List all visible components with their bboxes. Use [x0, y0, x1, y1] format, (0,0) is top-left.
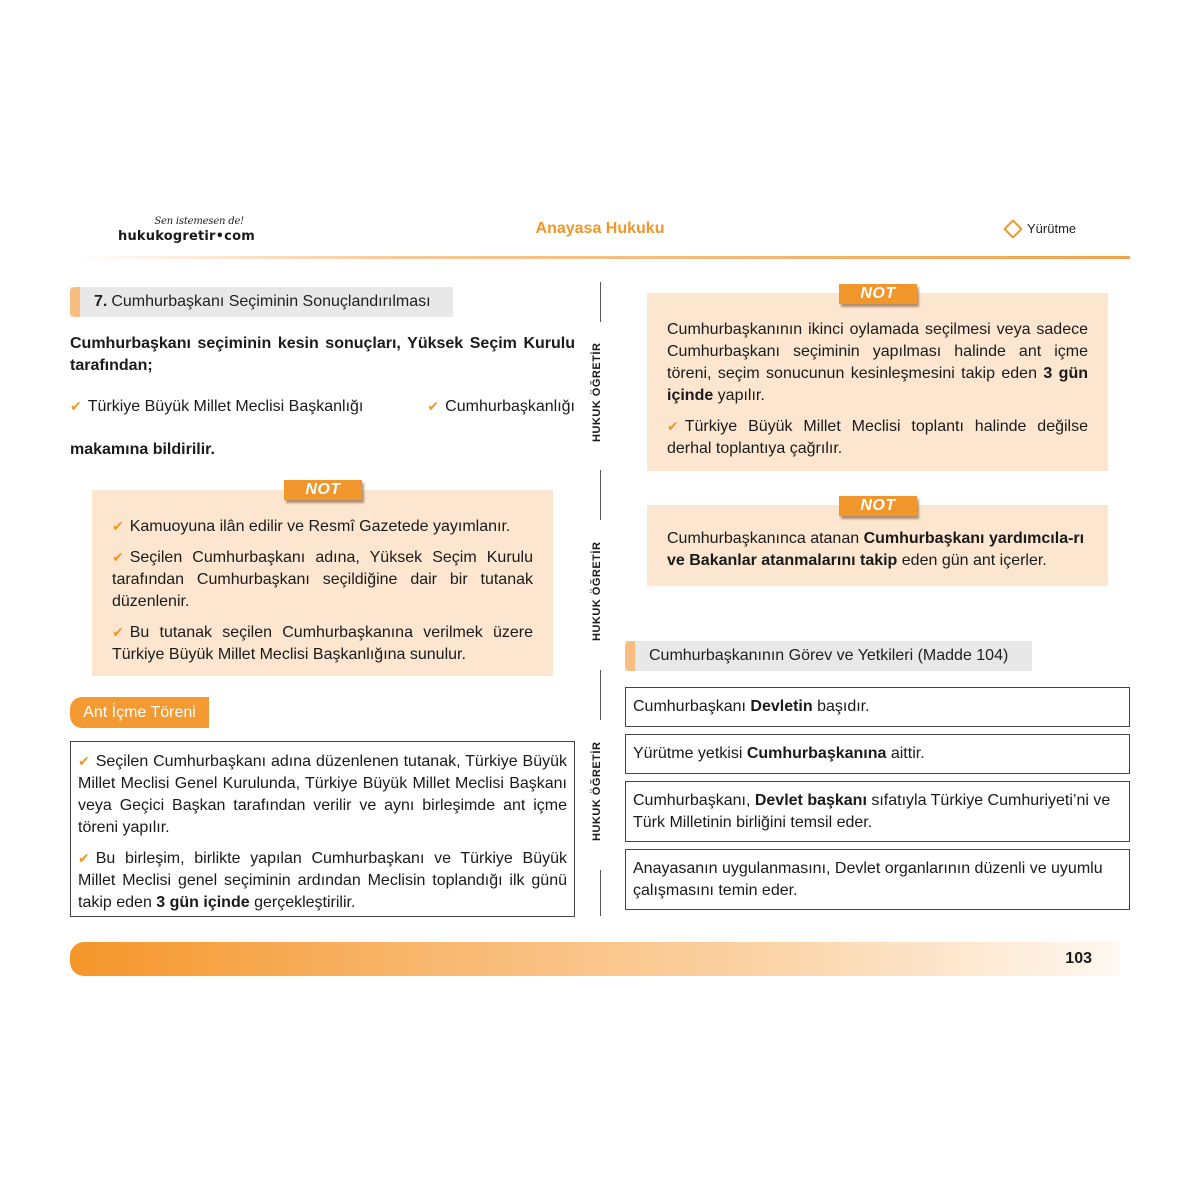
- oath-ceremony-pill: Ant İçme Töreni: [70, 697, 209, 728]
- duty-box: Cumhurbaşkanı Devletin başıdır.: [625, 687, 1130, 727]
- recipient-label: Cumhurbaşkanlığı: [445, 398, 575, 415]
- note-item: ✔ Türkiye Büyük Millet Meclisi toplantı halinde değilse derhal toplantıya çağrılır.: [667, 418, 1088, 457]
- section-title: Cumhurbaşkanı Seçiminin Sonuçlandırılması: [111, 293, 431, 310]
- oath-item: ✔ Bu birleşim, birlikte yapılan Cumhurbaşkanı ve Türkiye Büyük Millet Meclisi genel seçiminin ardından Meclisin toplandığı ilk günü takip eden 3 gün içinde gerçekleştirilir.: [78, 850, 567, 911]
- site-logo: [118, 216, 258, 252]
- diamond-icon: [1003, 219, 1023, 239]
- duty-box: Cumhurbaşkanı, Devlet başkanı sıfatıyla Türkiye Cumhuriyeti’ni ve Türk Milletinin birliğini temsil eder.: [625, 781, 1130, 842]
- outro-text: makamına bildirilir.: [70, 441, 215, 458]
- recipient-label: Türkiye Büyük Millet Meclisi Başkanlığı: [87, 398, 364, 415]
- note-box-ministers: [647, 497, 1108, 586]
- check-icon: ✔: [78, 753, 90, 769]
- note-item: ✔ Seçilen Cumhurbaşkanı adına, Yüksek Seçim Kurulu tarafından Cumhurbaşkanı seçildiğine dair bir tutanak düzenlenir.: [112, 549, 533, 610]
- section-accent: [625, 641, 635, 671]
- divider-line: [600, 670, 601, 720]
- oath-ceremony-box: [70, 741, 575, 917]
- oath-item: ✔ Seçilen Cumhurbaşkanı adına düzenlenen tutanak, Türkiye Büyük Millet Meclisi Genel Kurulunda, Türkiye Büyük Millet Meclisi Başkanı veya Geçici Başkan tarafından verilir ve aynı birleşimde ant içme töreni yapılır.: [78, 753, 567, 836]
- chapter-label: [1006, 221, 1076, 236]
- logo-text: hukukogretir•com: [118, 229, 255, 244]
- check-icon: ✔: [70, 398, 82, 414]
- duty-box: Yürütme yetkisi Cumhurbaşkanına aittir.: [625, 734, 1130, 774]
- section-number: 7.: [94, 293, 108, 310]
- note-item: ✔ Kamuoyuna ilân edilir ve Resmî Gazetede yayımlanır.: [112, 518, 511, 535]
- check-icon: ✔: [112, 518, 124, 534]
- divider-watermark: HUKUK ÖĞRETİR: [591, 741, 603, 841]
- check-icon: ✔: [112, 549, 124, 565]
- divider-line: [600, 470, 601, 520]
- check-icon: ✔: [427, 398, 440, 414]
- divider-watermark: HUKUK ÖĞRETİR: [591, 541, 603, 641]
- note-paragraph: Cumhurbaşkanınca atanan Cumhurbaşkanı yardımcıla-rı ve Bakanlar atanmalarını takip eden gün ant içerler.: [667, 530, 1085, 569]
- check-icon: ✔: [112, 624, 124, 640]
- note-paragraph: Cumhurbaşkanının ikinci oylamada seçilmesi veya sadece Cumhurbaşkanı seçiminin yapılması halinde ant içme töreni, seçim sonucunun kesinleşmesini takip eden 3 gün içinde yapılır.: [667, 321, 1088, 404]
- duty-box: Anayasanın uygulanmasını, Devlet organlarının düzenli ve uyumlu çalışmasını temin eder.: [625, 849, 1130, 910]
- intro-text: Cumhurbaşkanı seçiminin kesin sonuçları, Yüksek Seçim Kurulu tarafından;: [70, 335, 575, 374]
- note-tag: NOT: [284, 480, 362, 500]
- divider-watermark: HUKUK ÖĞRETİR: [591, 342, 603, 442]
- section-title: Cumhurbaşkanının Görev ve Yetkileri (Madde 104): [649, 647, 1009, 664]
- note-item: ✔ Bu tutanak seçilen Cumhurbaşkanına verilmek üzere Türkiye Büyük Millet Meclisi Başkanlığına sunulur.: [112, 624, 533, 663]
- note-tag: NOT: [839, 284, 917, 304]
- check-icon: ✔: [78, 850, 90, 866]
- recipients-list: [70, 398, 575, 416]
- note-tag: NOT: [839, 496, 917, 516]
- section-header-results: [70, 287, 453, 317]
- section-accent: [70, 287, 80, 317]
- note-box-second-round: [647, 285, 1108, 471]
- divider-line: [600, 870, 601, 916]
- note-box-announcement: [92, 481, 553, 676]
- header-divider: [70, 256, 1130, 259]
- divider-line: [600, 282, 601, 322]
- footer-bar: [70, 942, 1120, 976]
- page-number: 103: [1065, 950, 1092, 967]
- recipient-item: [427, 398, 575, 416]
- logo-tagline: Sen istemesen de!: [154, 216, 244, 227]
- book-title: Anayasa Hukuku: [535, 220, 665, 237]
- chapter-title: Yürütme: [1027, 221, 1077, 236]
- recipient-item: [70, 398, 363, 416]
- section-header-duties: [625, 641, 1032, 671]
- check-icon: ✔: [667, 418, 679, 434]
